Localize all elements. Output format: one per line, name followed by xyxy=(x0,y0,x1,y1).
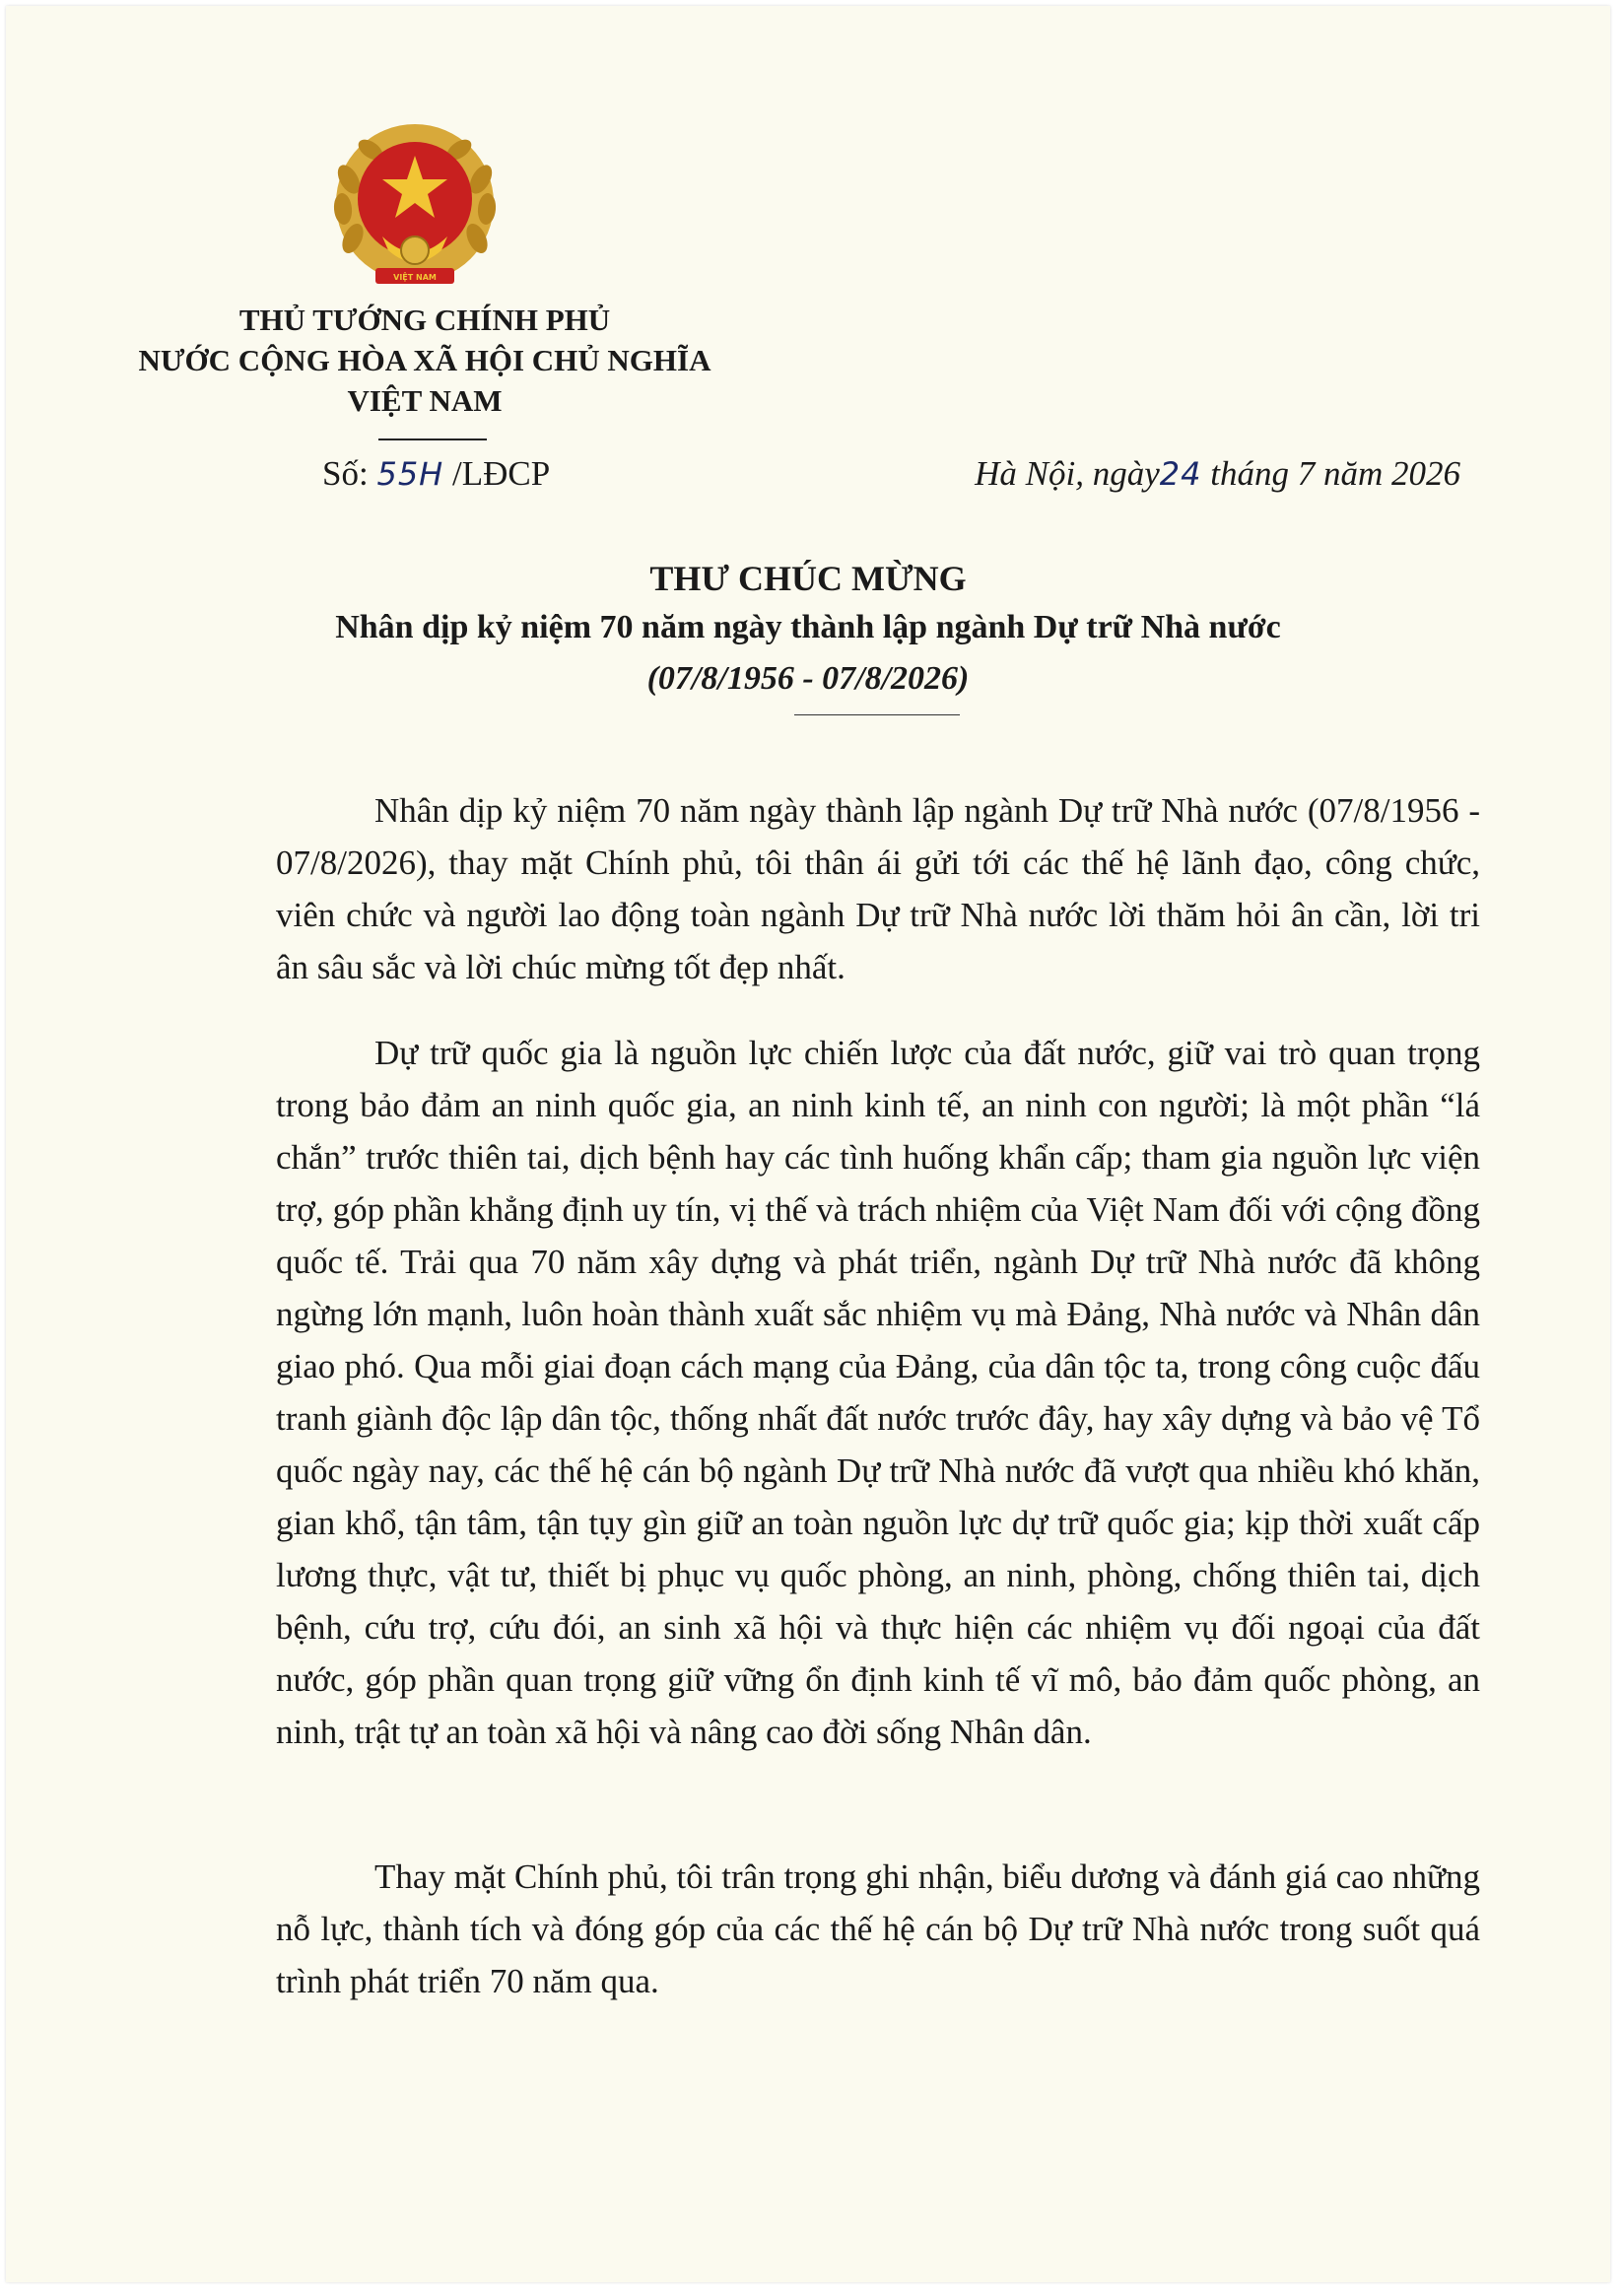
number-prefix: Số: xyxy=(322,454,377,493)
place-and-date xyxy=(975,454,1460,494)
letter-page xyxy=(6,6,1610,2282)
org-line-1: THỦ TƯỚNG CHÍNH PHỦ xyxy=(238,303,611,337)
handwritten-day: 24 xyxy=(1159,455,1202,493)
body-paragraph: Thay mặt Chính phủ, tôi trân trọng ghi nhận, biểu dương và đánh giá cao những nỗ lực, thành tích và đóng góp của các thế hệ cán bộ Dự trữ Nhà nước trong suốt quá trình phát triển 70 năm qua. xyxy=(276,1857,1480,2000)
org-divider xyxy=(378,439,487,440)
body-paragraph: Nhân dịp kỷ niệm 70 năm ngày thành lập ngành Dự trữ Nhà nước (07/8/1956 - 07/8/2026), thay mặt Chính phủ, tôi thân ái gửi tới các thế hệ lãnh đạo, công chức, viên chức và người lao động toàn ngành Dự trữ Nhà nước lời thăm hỏi ân cần, lời tri ân sâu sắc và lời chúc mừng tốt đẹp nhất. xyxy=(276,791,1480,986)
anniversary-dates: (07/8/1956 - 07/8/2026) xyxy=(646,660,970,697)
letter-title: THƯ CHÚC MỪNG xyxy=(649,559,967,598)
svg-text:VIỆT NAM: VIỆT NAM xyxy=(393,273,437,282)
document-number xyxy=(322,454,550,494)
number-suffix: /LĐCP xyxy=(443,454,551,493)
letter-subtitle: Nhân dịp kỷ niệm 70 năm ngày thành lập ngành Dự trữ Nhà nước xyxy=(335,609,1281,645)
org-line-2: NƯỚC CỘNG HÒA XÃ HỘI CHỦ NGHĨA xyxy=(138,343,711,377)
body-paragraph: Dự trữ quốc gia là nguồn lực chiến lược của đất nước, giữ vai trò quan trọng trong bảo đảm an ninh quốc gia, an ninh kinh tế, an ninh con người; là một phần “lá chắn” trước thiên tai, dịch bệnh hay các tình huống khẩn cấp; tham gia nguồn lực viện trợ, góp phần khẳng định uy tín, vị thế và trách nhiệm của Việt Nam đối với cộng đồng quốc tế. Trải qua 70 năm xây dựng và phát triển, ngành Dự trữ Nhà nước đã không ngừng lớn mạnh, luôn hoàn thành xuất sắc nhiệm vụ mà Đảng, Nhà nước và Nhân dân giao phó. Qua mỗi giai đoạn cách mạng của Đảng, của dân tộc ta, trong công cuộc đấu tranh giành độc lập dân tộc, thống nhất đất nước trước đây, hay xây dựng và bảo vệ Tổ quốc ngày nay, các thế hệ cán bộ ngành Dự trữ Nhà nước đã vượt qua nhiều khó khăn, gian khổ, tận tâm, tận tụy gìn giữ an toàn nguồn lực dự trữ quốc gia; kịp thời xuất cấp lương thực, vật tư, thiết bị phục vụ quốc phòng, an ninh, phòng, chống thiên tai, dịch bệnh, cứu trợ, cứu đói, an sinh xã hội và thực hiện các nhiệm vụ đối ngoại của đất nước, góp phần quan trọng giữ vững ổn định kinh tế vĩ mô, bảo đảm quốc phòng, an ninh, trật tự an toàn xã hội và nâng cao đời sống Nhân dân. xyxy=(276,1034,1480,1751)
handwritten-number: 55H xyxy=(376,455,444,493)
issuing-authority xyxy=(65,300,784,421)
national-emblem-icon xyxy=(331,120,499,294)
title-divider xyxy=(794,714,960,715)
place-date-suffix: tháng 7 năm 2026 xyxy=(1201,454,1460,493)
body-paragraph-1-container xyxy=(276,784,1480,993)
body-paragraph-2-container xyxy=(276,1027,1480,1758)
org-line-3: VIỆT NAM xyxy=(347,383,503,418)
body-paragraph-3-container xyxy=(276,1851,1480,2007)
place-date-prefix: Hà Nội, ngày xyxy=(975,454,1160,493)
